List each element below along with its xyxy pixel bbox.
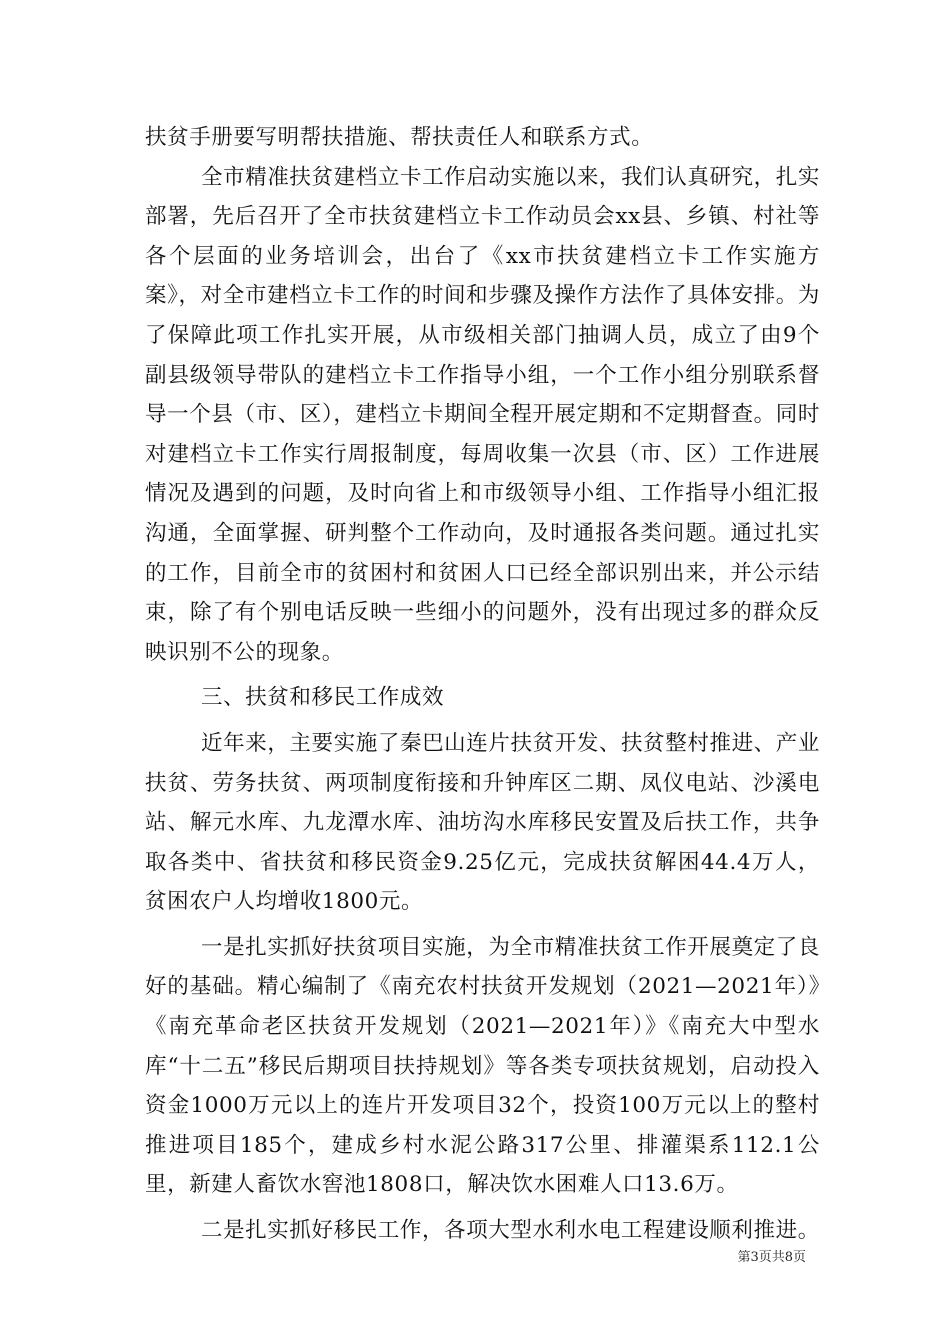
paragraph: 扶贫手册要写明帮扶措施、帮扶责任人和联系方式。 xyxy=(145,125,654,150)
paragraph: 全市精准扶贫建档立卡工作启动实施以来，我们认真研究，扎实部署，先后召开了全市扶贫建档立卡工作动员会xx县、乡镇、村社等各个层面的业务培训会，出台了《xx市扶贫建档立卡工作实施方案》，对全市建档立卡工作的时间和步骤及操作方法作了具体安排。为了保障此项工作扎实开展，从市级相关部门抽调人员，成立了由9个副县级领导带队的建档立卡工作指导小组，一个工作小组分别联系督导一个县（市、区），建档立卡期间全程开展定期和不定期督查。同时对建档立卡工作实行周报制度，每周收集一次县（市、区）工作进展情况及遇到的问题，及时向省上和市级领导小组、工作指导小组汇报沟通，全面掌握、研判整个工作动向，及时通报各类问题。通过扎实的工作，目前全市的贫困村和贫困人口已经全部识别出来，并公示结束，除了有个别电话反映一些细小的问题外，没有出现过多的群众反映识别不公的现象。 xyxy=(145,164,820,665)
paragraph: 二是扎实抓好移民工作，各项大型水利水电工程建设顺利推进。 xyxy=(201,1218,820,1244)
section-heading: 三、扶贫和移民工作成效 xyxy=(201,685,445,711)
page-number-footer: 第3页共8页 xyxy=(737,1250,806,1265)
paragraph: 近年来，主要实施了秦巴山连片扶贫开发、扶贫整村推进、产业扶贫、劳务扶贫、两项制度衔接和升钟库区二期、凤仪电站、沙溪电站、解元水库、九龙潭水库、油坊沟水库移民安置及后扶工作，共争取各类中、省扶贫和移民资金9.25亿元，完成扶贫解困44.4万人，贫困农户人均增收1800元。 xyxy=(145,730,820,915)
document-body xyxy=(145,118,820,1251)
paragraph: 一是扎实抓好扶贫项目实施，为全市精准扶贫工作开展奠定了良好的基础。精心编制了《南充农村扶贫开发规划（2021—2021年）》《南充革命老区扶贫开发规划（2021—2021年）》《南充大中型水库“十二五”移民后期项目扶持规划》等各类专项扶贫规划，启动投入资金1000万元以上的连片开发项目32个，投资100万元以上的整村推进项目185个，建成乡村水泥公路317公里、排灌渠系112.1公里，新建人畜饮水窖池1808口，解决饮水困难人口13.6万。 xyxy=(145,934,820,1198)
